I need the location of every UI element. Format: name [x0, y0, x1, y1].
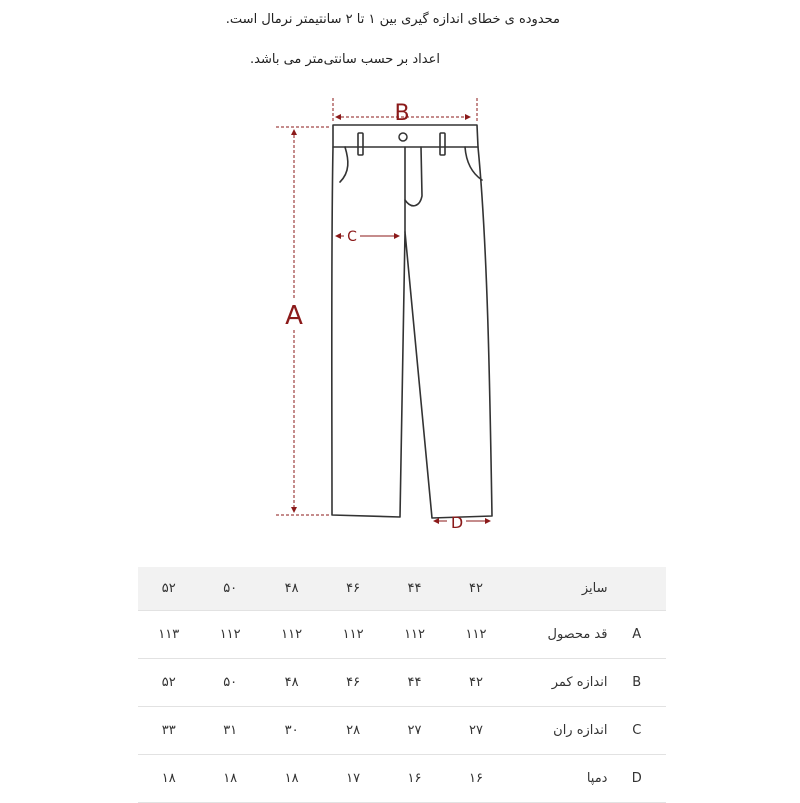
dimension-b [333, 98, 477, 126]
table-cell: ۴۲ [445, 659, 506, 707]
table-cell: ۱۷ [322, 755, 383, 803]
table-cell: ۱۸ [261, 755, 322, 803]
dimension-label-b: B [394, 101, 410, 126]
tolerance-note: محدوده ی خطای اندازه گیری بین ۱ تا ۲ سانتیمتر نرمال است. [225, 12, 560, 27]
table-cell: ۱۱۲ [384, 611, 445, 659]
table-cell: ۱۱۲ [322, 611, 383, 659]
units-note: اعداد بر حسب سانتی‌متر می باشد. [250, 52, 440, 67]
table-row [138, 611, 666, 659]
table-cell: ۱۱۲ [445, 611, 506, 659]
measurement-name: اندازه کمر [507, 659, 608, 707]
button-icon [399, 133, 407, 141]
measurement-name: اندازه ران [507, 707, 608, 755]
measurement-code: D [607, 755, 666, 803]
dimension-label-c: C [347, 229, 357, 245]
table-cell: ۳۳ [138, 707, 199, 755]
table-cell: ۳۰ [261, 707, 322, 755]
table-cell: ۱۶ [445, 755, 506, 803]
table-cell: ۱۸ [138, 755, 199, 803]
header-code [607, 567, 666, 611]
measurement-name: دمپا [507, 755, 608, 803]
header-size: ۴۴ [384, 567, 445, 611]
measurement-name: قد محصول [507, 611, 608, 659]
measurement-code: A [607, 611, 666, 659]
table-row [138, 659, 666, 707]
header-size: ۵۰ [199, 567, 260, 611]
measurement-code: B [607, 659, 666, 707]
table-cell: ۴۴ [384, 659, 445, 707]
table-cell: ۱۶ [384, 755, 445, 803]
table-cell: ۲۸ [322, 707, 383, 755]
table-row [138, 755, 666, 803]
table-cell: ۱۱۲ [199, 611, 260, 659]
header-size: ۴۸ [261, 567, 322, 611]
table-cell: ۳۱ [199, 707, 260, 755]
dimension-label-a: A [285, 301, 303, 331]
table-cell: ۵۰ [199, 659, 260, 707]
header-size-label: سایز [507, 567, 608, 611]
header-size: ۴۶ [322, 567, 383, 611]
table-cell: ۲۷ [445, 707, 506, 755]
table-header-row [138, 567, 666, 611]
header-size: ۵۲ [138, 567, 199, 611]
dimension-label-d: D [450, 513, 464, 532]
dimension-a [276, 127, 330, 515]
table-cell: ۴۸ [261, 659, 322, 707]
table-cell: ۲۷ [384, 707, 445, 755]
table-cell: ۱۱۲ [261, 611, 322, 659]
header-size: ۴۲ [445, 567, 506, 611]
dimension-c [336, 229, 399, 245]
table-cell: ۴۶ [322, 659, 383, 707]
measurement-code: C [607, 707, 666, 755]
table-cell: ۱۸ [199, 755, 260, 803]
pants-outline-icon [332, 125, 492, 518]
table-cell: ۵۲ [138, 659, 199, 707]
table-row [138, 707, 666, 755]
table-cell: ۱۱۳ [138, 611, 199, 659]
size-table [138, 567, 666, 803]
